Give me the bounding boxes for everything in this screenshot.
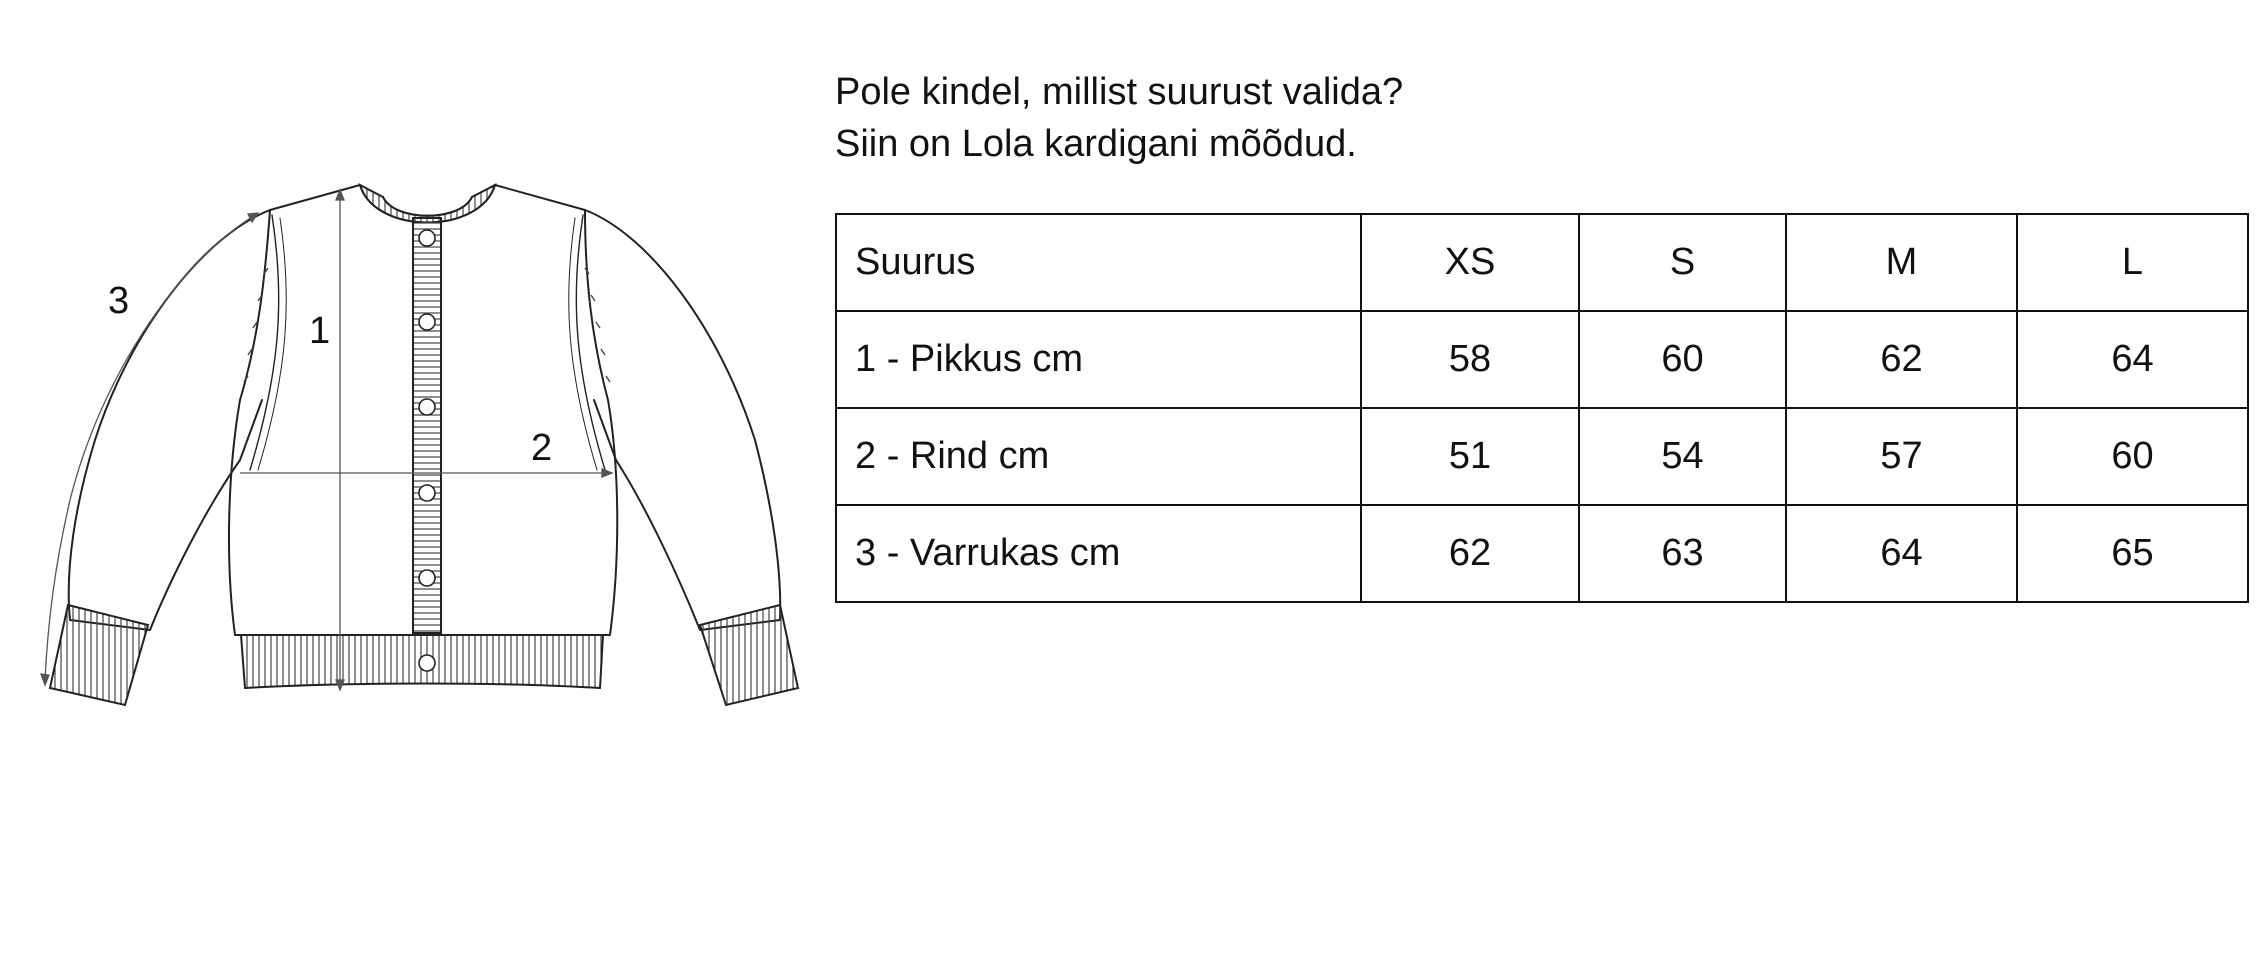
table-cell: 60 (1579, 311, 1786, 408)
table-cell: 51 (1361, 408, 1579, 505)
row-label: 1 - Pikkus cm (836, 311, 1361, 408)
table-cell: 64 (2017, 311, 2248, 408)
measure-label-1: 1 (309, 310, 331, 352)
measure-label-3: 3 (108, 280, 130, 322)
measure-label-2: 2 (531, 427, 553, 469)
table-cell: 58 (1361, 311, 1579, 408)
table-header-row (836, 214, 2248, 311)
intro-text (835, 66, 1403, 170)
intro-line-2: Siin on Lola kardigani mõõdud. (835, 123, 1357, 165)
table-row (836, 505, 2248, 602)
table-cell: 57 (1786, 408, 2017, 505)
left-cuff (50, 605, 148, 705)
size-table (835, 213, 2249, 603)
table-cell: 64 (1786, 505, 2017, 602)
table-cell: 63 (1579, 505, 1786, 602)
size-s: S (1579, 214, 1786, 311)
header-label: Suurus (836, 214, 1361, 311)
collar-rib (360, 185, 495, 223)
table-cell: 54 (1579, 408, 1786, 505)
table-cell: 65 (2017, 505, 2248, 602)
intro-line-1: Pole kindel, millist suurust valida? (835, 71, 1404, 113)
size-l: L (2017, 214, 2248, 311)
table-cell: 62 (1361, 505, 1579, 602)
right-sleeve (495, 185, 780, 630)
right-cuff (700, 605, 798, 705)
row-label: 2 - Rind cm (836, 408, 1361, 505)
row-label: 3 - Varrukas cm (836, 505, 1361, 602)
cardigan-illustration (20, 160, 820, 720)
table-cell: 60 (2017, 408, 2248, 505)
size-m: M (1786, 214, 2017, 311)
table-cell: 62 (1786, 311, 2017, 408)
table-row (836, 408, 2248, 505)
size-xs: XS (1361, 214, 1579, 311)
left-sleeve (69, 185, 360, 630)
table-row (836, 311, 2248, 408)
